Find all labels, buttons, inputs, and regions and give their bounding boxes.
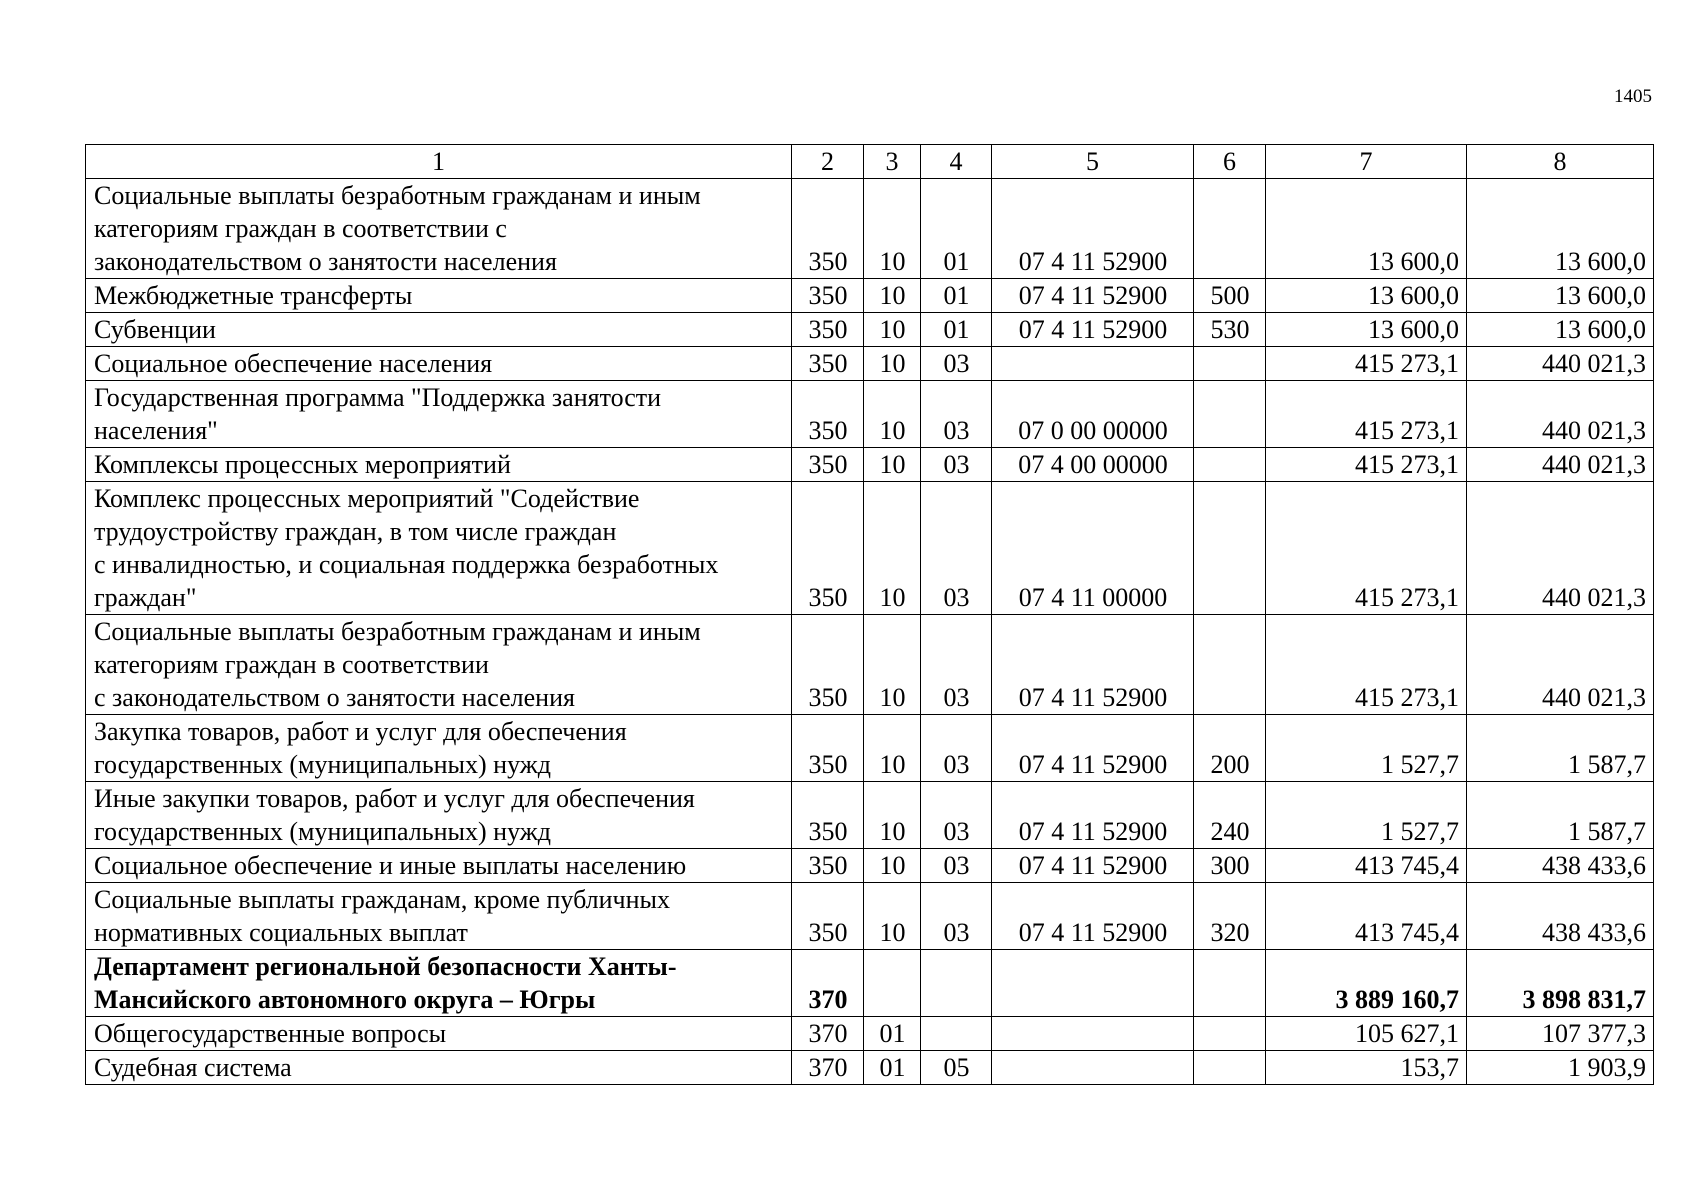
- cell-name: Социальное обеспечение населения: [86, 347, 792, 381]
- cell-expense-type: [1194, 950, 1266, 1017]
- cell-ved: 350: [792, 347, 864, 381]
- cell-ved: 350: [792, 381, 864, 448]
- cell-subsection: 03: [921, 883, 992, 950]
- cell-section: 10: [864, 782, 921, 849]
- cell-section: 10: [864, 313, 921, 347]
- cell-ved: 350: [792, 313, 864, 347]
- cell-section: 10: [864, 482, 921, 615]
- cell-amount-2: 13 600,0: [1467, 313, 1654, 347]
- cell-ved: 350: [792, 715, 864, 782]
- cell-expense-type: 240: [1194, 782, 1266, 849]
- cell-target-article: 07 0 00 00000: [992, 381, 1194, 448]
- cell-amount-1: 105 627,1: [1266, 1017, 1467, 1051]
- cell-expense-type: [1194, 179, 1266, 279]
- cell-expense-type: [1194, 615, 1266, 715]
- cell-amount-2: 1 903,9: [1467, 1051, 1654, 1085]
- cell-name: Судебная система: [86, 1051, 792, 1085]
- cell-subsection: 03: [921, 448, 992, 482]
- column-header: 8: [1467, 145, 1654, 179]
- column-header: 3: [864, 145, 921, 179]
- cell-subsection: 03: [921, 347, 992, 381]
- cell-name: Социальное обеспечение и иные выплаты населению: [86, 849, 792, 883]
- cell-subsection: 03: [921, 615, 992, 715]
- cell-section: 10: [864, 279, 921, 313]
- table-row: [86, 1017, 1654, 1051]
- cell-amount-1: 415 273,1: [1266, 482, 1467, 615]
- cell-amount-1: 415 273,1: [1266, 615, 1467, 715]
- cell-amount-1: 1 527,7: [1266, 782, 1467, 849]
- cell-ved: 350: [792, 279, 864, 313]
- cell-amount-1: 13 600,0: [1266, 313, 1467, 347]
- cell-expense-type: [1194, 381, 1266, 448]
- cell-name: Департамент региональной безопасности Ханты- Мансийского автономного округа – Югры: [86, 950, 792, 1017]
- table-row: [86, 849, 1654, 883]
- cell-target-article: [992, 347, 1194, 381]
- table-row: [86, 615, 1654, 715]
- column-header: 2: [792, 145, 864, 179]
- cell-section: 10: [864, 715, 921, 782]
- cell-target-article: [992, 1051, 1194, 1085]
- cell-subsection: 01: [921, 179, 992, 279]
- cell-section: 10: [864, 849, 921, 883]
- cell-ved: 350: [792, 448, 864, 482]
- column-header: 1: [86, 145, 792, 179]
- cell-ved: 370: [792, 1051, 864, 1085]
- cell-amount-1: 413 745,4: [1266, 849, 1467, 883]
- cell-ved: 350: [792, 615, 864, 715]
- cell-target-article: 07 4 11 52900: [992, 715, 1194, 782]
- cell-name: Комплексы процессных мероприятий: [86, 448, 792, 482]
- cell-name: Межбюджетные трансферты: [86, 279, 792, 313]
- cell-section: 10: [864, 179, 921, 279]
- cell-name: Социальные выплаты гражданам, кроме публичных нормативных социальных выплат: [86, 883, 792, 950]
- cell-amount-1: 13 600,0: [1266, 279, 1467, 313]
- cell-section: 10: [864, 347, 921, 381]
- cell-section: 10: [864, 381, 921, 448]
- cell-ved: 350: [792, 482, 864, 615]
- table-row: [86, 950, 1654, 1017]
- cell-name: Закупка товаров, работ и услуг для обеспечения государственных (муниципальных) нужд: [86, 715, 792, 782]
- cell-amount-2: 440 021,3: [1467, 347, 1654, 381]
- table-row: [86, 448, 1654, 482]
- table-row: [86, 1051, 1654, 1085]
- cell-section: 01: [864, 1017, 921, 1051]
- cell-subsection: 03: [921, 381, 992, 448]
- table-row: [86, 179, 1654, 279]
- cell-target-article: 07 4 11 52900: [992, 615, 1194, 715]
- cell-amount-2: 107 377,3: [1467, 1017, 1654, 1051]
- cell-name: Социальные выплаты безработным гражданам и иным категориям граждан в соответствии с законодательством о занятости населения: [86, 179, 792, 279]
- cell-name: Субвенции: [86, 313, 792, 347]
- cell-amount-1: 153,7: [1266, 1051, 1467, 1085]
- cell-name: Комплекс процессных мероприятий "Содействие трудоустройству граждан, в том числе граждан с инвалидностью, и социальная поддержка безработных граждан": [86, 482, 792, 615]
- cell-target-article: 07 4 11 00000: [992, 482, 1194, 615]
- cell-expense-type: 500: [1194, 279, 1266, 313]
- cell-subsection: 05: [921, 1051, 992, 1085]
- table-row: [86, 313, 1654, 347]
- cell-amount-1: 1 527,7: [1266, 715, 1467, 782]
- cell-amount-1: 415 273,1: [1266, 347, 1467, 381]
- cell-amount-2: 3 898 831,7: [1467, 950, 1654, 1017]
- cell-amount-2: 440 021,3: [1467, 615, 1654, 715]
- cell-ved: 350: [792, 179, 864, 279]
- cell-amount-1: 3 889 160,7: [1266, 950, 1467, 1017]
- cell-amount-2: 1 587,7: [1467, 782, 1654, 849]
- cell-target-article: 07 4 00 00000: [992, 448, 1194, 482]
- cell-name: Иные закупки товаров, работ и услуг для обеспечения государственных (муниципальных) нужд: [86, 782, 792, 849]
- cell-expense-type: 530: [1194, 313, 1266, 347]
- budget-table: [85, 144, 1654, 1085]
- page-number: 1405: [1614, 86, 1652, 107]
- table-row: [86, 782, 1654, 849]
- column-header: 4: [921, 145, 992, 179]
- cell-target-article: 07 4 11 52900: [992, 782, 1194, 849]
- table-row: [86, 381, 1654, 448]
- table-row: [86, 715, 1654, 782]
- cell-ved: 370: [792, 1017, 864, 1051]
- cell-amount-2: 438 433,6: [1467, 849, 1654, 883]
- cell-amount-2: 440 021,3: [1467, 381, 1654, 448]
- cell-subsection: 03: [921, 482, 992, 615]
- cell-subsection: 01: [921, 279, 992, 313]
- cell-amount-2: 440 021,3: [1467, 482, 1654, 615]
- cell-amount-2: 438 433,6: [1467, 883, 1654, 950]
- cell-ved: 350: [792, 782, 864, 849]
- cell-amount-2: 440 021,3: [1467, 448, 1654, 482]
- cell-ved: 350: [792, 883, 864, 950]
- cell-expense-type: [1194, 1017, 1266, 1051]
- header-row: [86, 145, 1654, 179]
- cell-expense-type: 200: [1194, 715, 1266, 782]
- cell-amount-1: 415 273,1: [1266, 381, 1467, 448]
- cell-subsection: [921, 1017, 992, 1051]
- cell-target-article: 07 4 11 52900: [992, 179, 1194, 279]
- cell-target-article: [992, 950, 1194, 1017]
- cell-expense-type: [1194, 482, 1266, 615]
- cell-subsection: 01: [921, 313, 992, 347]
- cell-ved: 350: [792, 849, 864, 883]
- cell-expense-type: [1194, 448, 1266, 482]
- cell-amount-2: 1 587,7: [1467, 715, 1654, 782]
- cell-subsection: 03: [921, 849, 992, 883]
- cell-expense-type: [1194, 1051, 1266, 1085]
- cell-name: Государственная программа "Поддержка занятости населения": [86, 381, 792, 448]
- cell-amount-1: 415 273,1: [1266, 448, 1467, 482]
- table-body: [86, 179, 1654, 1085]
- column-header: 7: [1266, 145, 1467, 179]
- table-row: [86, 347, 1654, 381]
- table-row: [86, 279, 1654, 313]
- cell-amount-2: 13 600,0: [1467, 279, 1654, 313]
- cell-expense-type: 300: [1194, 849, 1266, 883]
- cell-target-article: 07 4 11 52900: [992, 883, 1194, 950]
- cell-expense-type: 320: [1194, 883, 1266, 950]
- cell-target-article: 07 4 11 52900: [992, 313, 1194, 347]
- cell-subsection: [921, 950, 992, 1017]
- cell-section: 10: [864, 448, 921, 482]
- cell-subsection: 03: [921, 715, 992, 782]
- table-row: [86, 482, 1654, 615]
- table-row: [86, 883, 1654, 950]
- cell-section: 01: [864, 1051, 921, 1085]
- cell-section: 10: [864, 883, 921, 950]
- cell-target-article: [992, 1017, 1194, 1051]
- cell-section: [864, 950, 921, 1017]
- cell-name: Социальные выплаты безработным гражданам и иным категориям граждан в соответствии с законодательством о занятости населения: [86, 615, 792, 715]
- cell-target-article: 07 4 11 52900: [992, 279, 1194, 313]
- cell-target-article: 07 4 11 52900: [992, 849, 1194, 883]
- column-header: 6: [1194, 145, 1266, 179]
- cell-amount-2: 13 600,0: [1467, 179, 1654, 279]
- cell-amount-1: 413 745,4: [1266, 883, 1467, 950]
- column-header: 5: [992, 145, 1194, 179]
- cell-ved: 370: [792, 950, 864, 1017]
- cell-expense-type: [1194, 347, 1266, 381]
- cell-name: Общегосударственные вопросы: [86, 1017, 792, 1051]
- cell-section: 10: [864, 615, 921, 715]
- cell-subsection: 03: [921, 782, 992, 849]
- cell-amount-1: 13 600,0: [1266, 179, 1467, 279]
